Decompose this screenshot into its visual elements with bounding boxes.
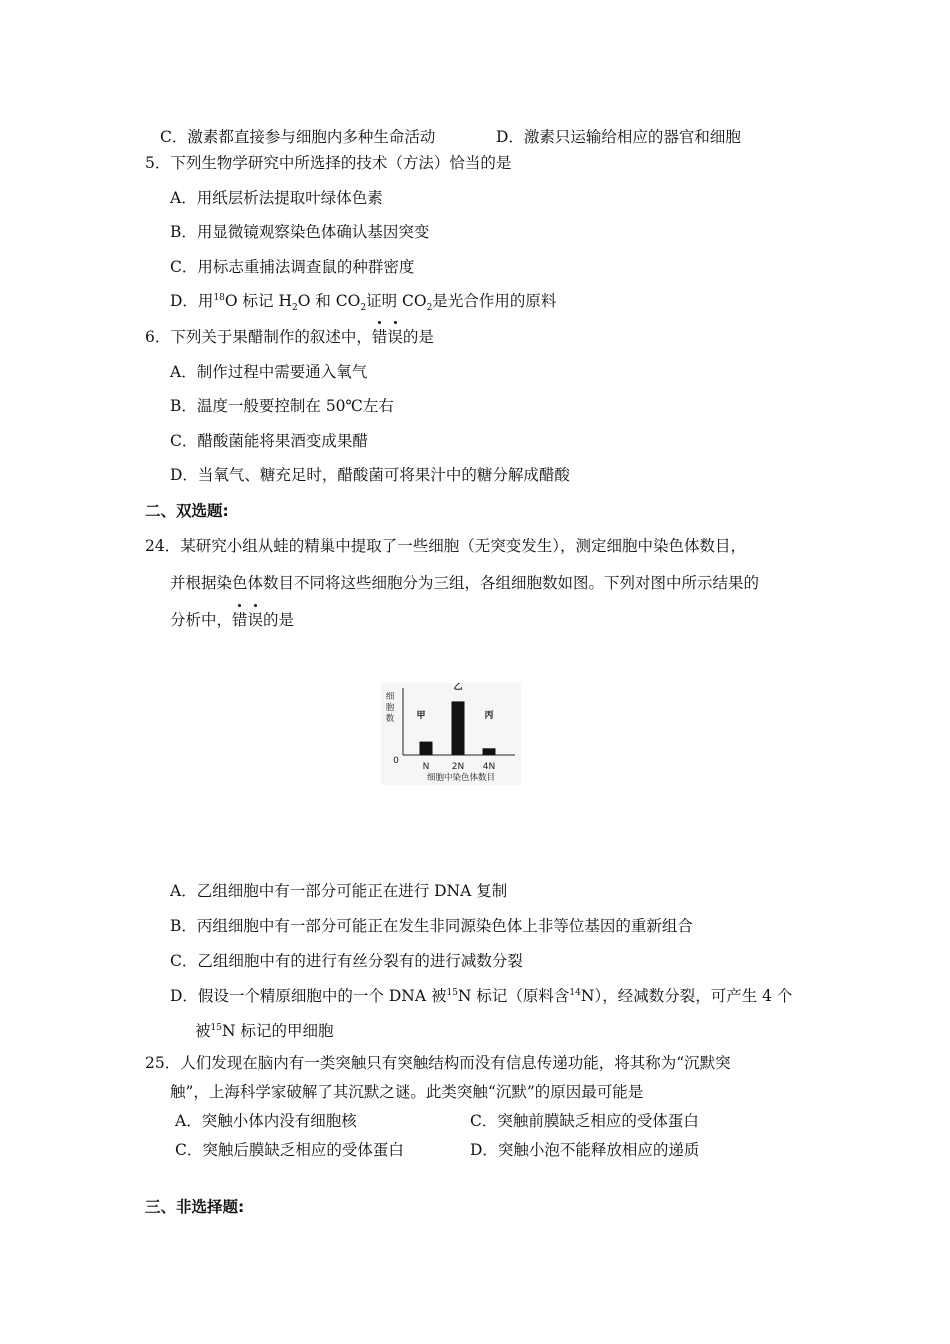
- q25-stem-line1: 25．人们发现在脑内有一类突触只有突触结构而没有信息传递功能，将其称为“沉默突: [145, 1054, 731, 1072]
- y-axis-label: 数: [385, 714, 395, 724]
- q5-option-c: C．用标志重捕法调查鼠的种群密度: [170, 258, 415, 276]
- bar-group-label: 丙: [484, 711, 494, 721]
- q25-option-a: A．突触小体内没有细胞核: [175, 1112, 357, 1130]
- q6-option-a: A．制作过程中需要通入氧气: [170, 363, 368, 381]
- emphasis-dot-char: 错: [232, 611, 248, 629]
- y-axis-label: 胞: [385, 703, 395, 713]
- q5-option-d: D．用$^{18}$O 标记 $H_2O$ 和 $CO_2$证明 $CO_2$是光合作用的原料: [170, 292, 557, 314]
- q5-option-a: A．用纸层析法提取叶绿体色素: [170, 189, 383, 207]
- x-tick-label: 2N: [451, 762, 465, 772]
- x-tick-label: 4N: [482, 762, 496, 772]
- chromosome-count-bar-chart: [381, 683, 521, 785]
- q6-option-c: C．醋酸菌能将果酒变成果醋: [170, 432, 368, 450]
- bar-group-label: 乙: [453, 683, 463, 692]
- q25-option-c2: C．突触后膜缺乏相应的受体蛋白: [175, 1141, 404, 1159]
- x-axis-label: 细胞中染色体数目: [426, 773, 496, 783]
- bar-N: [420, 742, 433, 755]
- bar-group-label: 甲: [416, 711, 426, 721]
- emphasis-dot-char: 误: [387, 328, 403, 346]
- q5-stem: 5．下列生物学研究中所选择的技术（方法）恰当的是: [145, 154, 512, 172]
- q4-option-d: D．激素只运输给相应的器官和细胞: [496, 128, 741, 146]
- section-heading-double-choice: 二、双选题:: [145, 502, 229, 520]
- q6-option-b: B．温度一般要控制在 50℃左右: [170, 397, 394, 415]
- q25-stem-line2: 触”，上海科学家破解了其沉默之谜。此类突触“沉默”的原因最可能是: [170, 1083, 644, 1101]
- x-tick-label: N: [422, 762, 430, 772]
- q6-stem: 6．下列关于果醋制作的叙述中，错误的是: [145, 328, 434, 346]
- origin-label: 0: [393, 756, 399, 766]
- q24-option-b: B．丙组细胞中有一部分可能正在发生非同源染色体上非等位基因的重新组合: [170, 917, 693, 935]
- bar-4N: [483, 748, 496, 755]
- q24-stem-line2: 并根据染色体数目不同将这些细胞分为三组，各组细胞数如图。下列对图中所示结果的: [170, 574, 760, 592]
- section-heading-non-choice: 三、非选择题:: [145, 1198, 245, 1216]
- q4-option-c: C．激素都直接参与细胞内多种生命活动: [160, 128, 436, 146]
- q24-option-d-line1: D．假设一个精原细胞中的一个 DNA 被$^{15}$N 标记（原料含$^{14}$N），经减数分裂，可产生 4 个: [170, 987, 793, 1005]
- q24-stem-line1: 24．某研究小组从蛙的精巢中提取了一些细胞（无突变发生），测定细胞中染色体数目，: [145, 537, 746, 555]
- q5-option-b: B．用显微镜观察染色体确认基因突变: [170, 223, 430, 241]
- q24-stem-line3: 分析中，错误的是: [170, 611, 295, 629]
- emphasis-dot-char: 误: [247, 611, 264, 629]
- y-axis-label: 细: [385, 692, 395, 702]
- emphasis-dot-char: 错: [371, 328, 388, 346]
- q25-option-c1: C．突触前膜缺乏相应的受体蛋白: [470, 1112, 699, 1130]
- q24-option-d-line2: 被$^{15}$N 标记的甲细胞: [195, 1022, 334, 1040]
- q25-option-d: D．突触小泡不能释放相应的递质: [470, 1141, 700, 1159]
- bar-2N: [452, 701, 465, 755]
- q24-option-c: C．乙组细胞中有的进行有丝分裂有的进行减数分裂: [170, 952, 523, 970]
- q6-option-d: D．当氧气、糖充足时，醋酸菌可将果汁中的糖分解成醋酸: [170, 466, 570, 484]
- q24-option-a: A．乙组细胞中有一部分可能正在进行 DNA 复制: [170, 882, 508, 900]
